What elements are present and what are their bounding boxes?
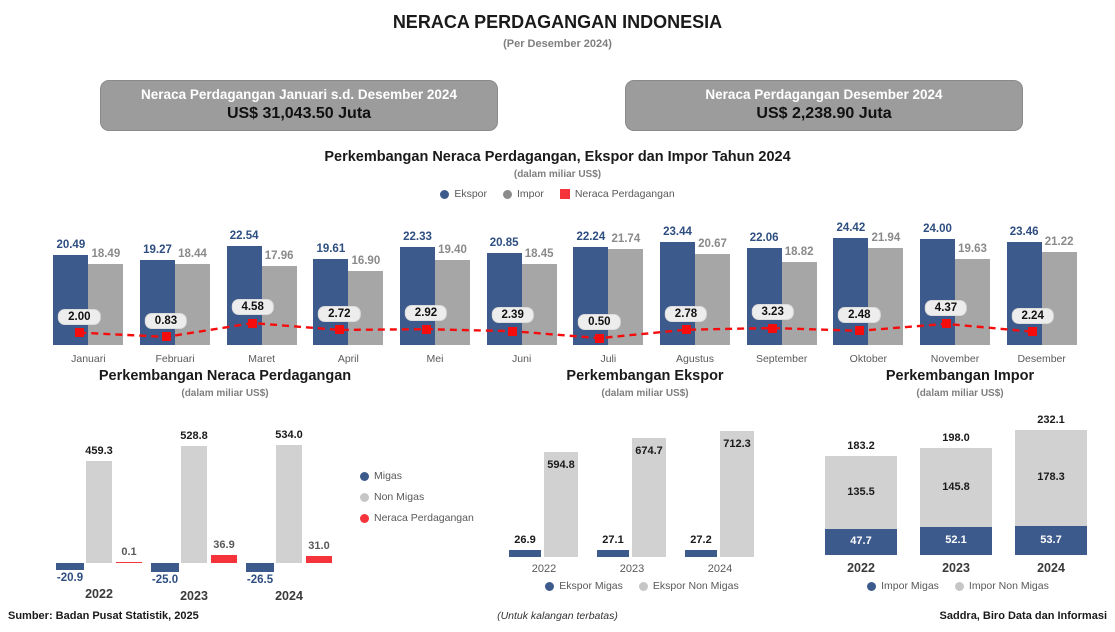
impor-total-label: 232.1: [1037, 413, 1065, 426]
legend-label-impor-migas: Impor Migas: [881, 580, 939, 592]
neraca-marker: [768, 324, 777, 333]
neraca-value-label: 36.9: [213, 538, 235, 551]
year-label: 2024: [707, 563, 733, 575]
summary-box-month: [625, 80, 1023, 131]
impor-value-label: 21.94: [871, 232, 901, 245]
neraca-square-icon: [560, 189, 570, 199]
impor-chart-title: Perkembangan Impor: [885, 368, 1035, 384]
month-label: Januari: [71, 353, 106, 365]
neraca-marker: [595, 334, 604, 343]
impor-value-label: 18.45: [524, 247, 554, 260]
month-label: Mei: [426, 353, 444, 365]
neraca-value-pill: 4.58: [231, 299, 273, 315]
impor-chart-subtitle: (dalam miliar US$): [916, 388, 1004, 399]
footer-credit: Saddra, Biro Data dan Informasi: [939, 610, 1107, 622]
impor-non-migas-value-label: 178.3: [1037, 470, 1065, 483]
neraca-marker: [682, 325, 691, 334]
non-migas-dot-icon: [360, 493, 369, 502]
neraca-marker: [1028, 327, 1037, 336]
summary-box-month-label: Neraca Perdagangan Desember 2024: [705, 86, 943, 102]
summary-box-ytd-label: Neraca Perdagangan Januari s.d. Desember 2024: [141, 86, 457, 102]
impor-chart-legend: [813, 580, 1103, 592]
month-label: Oktober: [849, 353, 888, 365]
non-migas-value-label: 528.8: [180, 430, 208, 443]
neraca-marker: [855, 326, 864, 335]
ekspor-chart-plot: [497, 425, 787, 575]
impor-migas-dot-icon: [867, 582, 876, 591]
neraca-marker: [508, 327, 517, 336]
ekspor-value-label: 19.27: [143, 244, 172, 257]
month-label: Februari: [155, 353, 195, 365]
legend-label-migas: Migas: [374, 470, 403, 482]
neraca-value-pill: 2.92: [405, 305, 447, 321]
footer-source: Sumber: Badan Pusat Statistik, 2025: [8, 610, 199, 622]
legend-item-impor-migas: [867, 580, 939, 592]
bar-non-migas: [86, 461, 112, 563]
neraca-value-pill: 2.78: [665, 306, 707, 322]
ekspor-value-label: 23.46: [1009, 225, 1039, 238]
ekspor-chart-subtitle: (dalam miliar US$): [601, 388, 689, 399]
impor-non-migas-value-label: 145.8: [942, 480, 970, 493]
ekspor-value-label: 24.00: [923, 223, 952, 236]
ekspor-non-migas-dot-icon: [639, 582, 648, 591]
legend-label-ekspor: Ekspor: [454, 188, 487, 200]
bar-impor: [868, 248, 903, 345]
impor-value-label: 17.96: [264, 249, 294, 262]
impor-value-label: 21.74: [611, 233, 641, 246]
neraca-value-pill: 2.48: [838, 307, 880, 323]
ekspor-non-migas-value-label: 712.3: [723, 438, 751, 451]
ekspor-value-label: 19.61: [316, 242, 346, 255]
summary-box-month-value: US$ 2,238.90 Juta: [756, 105, 892, 123]
ekspor-value-label: 20.85: [489, 237, 519, 250]
neraca-value-pill: 2.00: [58, 309, 100, 325]
legend-item-non-migas: [360, 491, 474, 503]
neraca-chart-title: Perkembangan Neraca Perdagangan: [98, 368, 352, 384]
neraca-chart-plot: [48, 429, 368, 613]
year-label: 2022: [531, 563, 557, 575]
bar-ekspor: [573, 247, 608, 345]
year-label: 2023: [942, 561, 970, 575]
footer-note: (Untuk kalangan terbatas): [497, 610, 618, 622]
bar-migas-negative: [246, 563, 274, 572]
ekspor-dot-icon: [440, 190, 449, 199]
year-label: 2022: [85, 587, 113, 602]
bar-impor: [175, 264, 210, 345]
impor-value-label: 18.82: [784, 246, 814, 259]
month-label: September: [755, 353, 808, 365]
neraca-dot-icon: [360, 514, 369, 523]
month-label: Agustus: [676, 353, 714, 365]
bar-ekspor-migas: [509, 550, 541, 557]
impor-value-label: 18.49: [91, 247, 121, 260]
neraca-marker: [248, 319, 257, 328]
year-label: 2024: [1037, 561, 1065, 575]
ekspor-value-label: 22.24: [576, 231, 606, 244]
neraca-chart-subtitle: (dalam miliar US$): [181, 388, 269, 399]
impor-total-label: 183.2: [847, 440, 875, 453]
neraca-marker: [422, 325, 431, 334]
bar-ekspor-migas: [685, 550, 717, 557]
month-label: Juni: [512, 353, 532, 365]
bar-neraca: [306, 556, 332, 563]
bar-impor: [522, 264, 557, 345]
month-label: April: [337, 353, 359, 365]
bar-ekspor: [920, 239, 955, 345]
neraca-value-pill: 2.39: [491, 307, 533, 323]
bar-impor: [1042, 252, 1077, 345]
ekspor-migas-dot-icon: [545, 582, 554, 591]
ekspor-non-migas-value-label: 594.8: [547, 459, 575, 472]
bar-impor: [608, 249, 643, 345]
ekspor-value-label: 22.33: [403, 230, 432, 243]
ekspor-value-label: 22.06: [749, 231, 779, 244]
ekspor-migas-value-label: 27.1: [602, 534, 624, 546]
ekspor-migas-value-label: 26.9: [514, 534, 536, 546]
impor-dot-icon: [503, 190, 512, 199]
neraca-value-pill: 0.50: [578, 314, 620, 330]
bar-impor: [695, 254, 730, 345]
monthly-chart-plot: [45, 210, 1085, 370]
impor-migas-value-label: 47.7: [850, 535, 872, 548]
month-label: Maret: [248, 353, 276, 365]
legend-item-migas: [360, 470, 474, 482]
neraca-marker: [335, 325, 344, 334]
month-label: Juli: [600, 353, 617, 365]
ekspor-chart-legend: [497, 580, 787, 592]
non-migas-value-label: 459.3: [85, 445, 113, 458]
legend-label-impor-non-migas: Impor Non Migas: [968, 580, 1049, 592]
legend-item-ekspor-non-migas: [639, 580, 739, 592]
bar-ekspor: [227, 246, 262, 345]
year-label: 2022: [847, 561, 875, 575]
migas-dot-icon: [360, 472, 369, 481]
impor-value-label: 21.22: [1044, 235, 1074, 248]
summary-box-ytd: [100, 80, 498, 131]
bar-impor: [435, 260, 470, 345]
neraca-value-pill: 2.24: [1011, 308, 1053, 324]
neraca-marker: [942, 319, 951, 328]
legend-item-neraca: [560, 188, 675, 200]
ekspor-value-label: 22.54: [229, 229, 259, 242]
bar-migas-negative: [151, 563, 179, 572]
non-migas-value-label: 534.0: [275, 429, 303, 441]
bar-neraca: [116, 562, 142, 564]
ekspor-chart-title: Perkembangan Ekspor: [566, 368, 724, 384]
migas-value-label: -25.0: [151, 573, 179, 586]
page-subtitle: (Per Desember 2024): [503, 38, 612, 50]
migas-value-label: -20.9: [56, 572, 84, 585]
month-label: November: [930, 353, 980, 365]
neraca-marker: [162, 332, 171, 341]
neraca-value-pill: 2.72: [318, 306, 360, 322]
page-title: NERACA PERDAGANGAN INDONESIA: [392, 12, 723, 32]
ekspor-migas-value-label: 27.2: [690, 534, 712, 546]
bar-ekspor-migas: [597, 550, 629, 557]
year-label: 2023: [619, 563, 645, 575]
legend-item-ekspor: [440, 188, 487, 200]
impor-chart-plot: [813, 413, 1103, 575]
impor-non-migas-value-label: 135.5: [847, 485, 875, 498]
neraca-value-label: 31.0: [308, 540, 330, 553]
summary-box-ytd-value: US$ 31,043.50 Juta: [226, 105, 372, 123]
migas-value-label: -26.5: [246, 574, 274, 587]
legend-item-ekspor-migas: [545, 580, 623, 592]
bar-impor: [88, 264, 123, 345]
neraca-value-label: 0.1: [121, 545, 137, 558]
month-label: Desember: [1017, 353, 1066, 365]
ekspor-value-label: 20.49: [56, 238, 86, 251]
year-label: 2023: [180, 588, 208, 603]
legend-label-impor: Impor: [517, 188, 544, 200]
impor-total-label: 198.0: [942, 432, 970, 445]
bar-migas-negative: [56, 563, 84, 570]
year-label: 2024: [275, 589, 303, 604]
neraca-marker: [75, 328, 84, 337]
ekspor-value-label: 23.44: [663, 225, 692, 238]
neraca-value-pill: 0.83: [145, 313, 187, 329]
legend-item-impor-non-migas: [955, 580, 1049, 592]
legend-label-ekspor-migas: Ekspor Migas: [559, 580, 623, 592]
impor-migas-value-label: 52.1: [945, 533, 967, 546]
neraca-value-pill: 4.37: [925, 300, 967, 316]
monthly-chart-title: Perkembangan Neraca Perdagangan, Ekspor dan Impor Tahun 2024: [324, 149, 791, 165]
monthly-chart-subtitle: (dalam miliar US$): [513, 169, 602, 180]
bar-neraca: [211, 555, 237, 563]
legend-item-neraca-perdagangan: [360, 512, 474, 524]
impor-value-label: 16.90: [351, 254, 381, 267]
ekspor-non-migas-value-label: 674.7: [635, 444, 663, 457]
legend-label-neraca-perdagangan: Neraca Perdagangan: [374, 512, 474, 524]
legend-label-neraca: Neraca Perdagangan: [574, 188, 675, 200]
bar-non-migas: [276, 445, 302, 563]
impor-non-migas-dot-icon: [955, 582, 964, 591]
bar-non-migas: [181, 446, 207, 563]
neraca-chart-legend: [360, 470, 474, 524]
ekspor-value-label: 24.42: [836, 221, 866, 234]
impor-value-label: 18.44: [178, 247, 207, 260]
legend-label-ekspor-non-migas: Ekspor Non Migas: [652, 580, 739, 592]
monthly-chart-legend: [0, 188, 1115, 200]
neraca-value-pill: 3.23: [751, 304, 793, 320]
legend-item-impor: [503, 188, 544, 200]
legend-label-non-migas: Non Migas: [374, 491, 425, 503]
impor-value-label: 19.63: [958, 242, 987, 255]
impor-value-label: 20.67: [698, 238, 727, 251]
impor-migas-value-label: 53.7: [1040, 533, 1062, 546]
impor-value-label: 19.40: [438, 243, 467, 256]
